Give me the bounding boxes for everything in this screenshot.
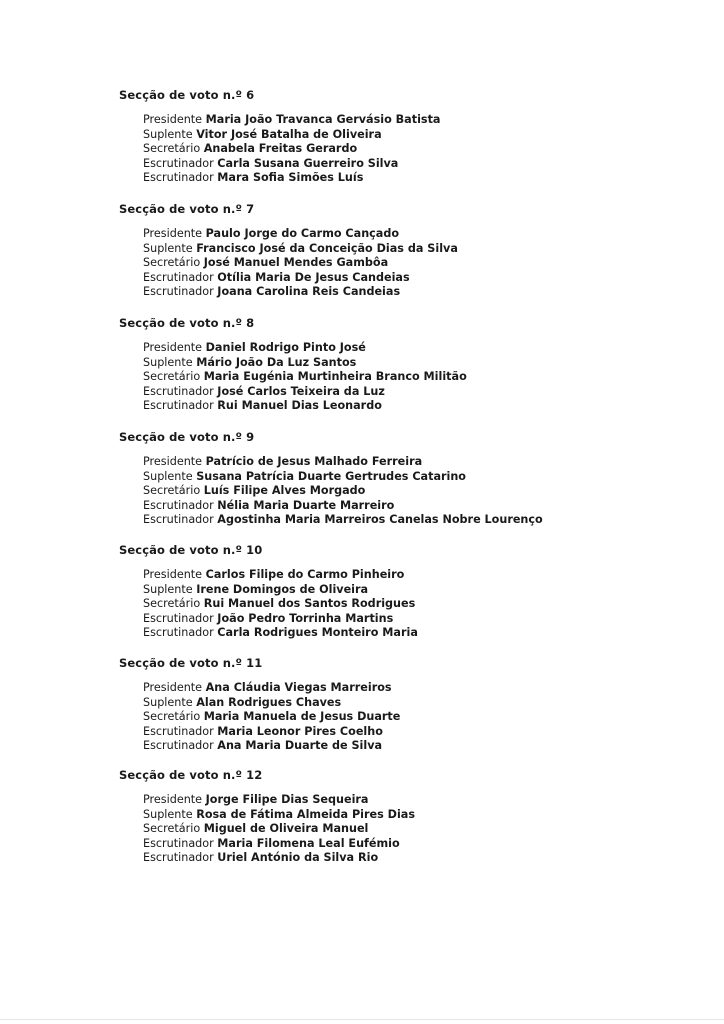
role-label: Escrutinador bbox=[143, 739, 214, 753]
member-name: Luís Filipe Alves Morgado bbox=[203, 484, 366, 498]
member-name: Mário João Da Luz Santos bbox=[196, 355, 357, 369]
members-list bbox=[143, 793, 709, 866]
member-name: Mara Sofia Simões Luís bbox=[217, 171, 364, 185]
member-name: Uriel António da Silva Rio bbox=[217, 851, 379, 865]
role-label: Presidente bbox=[143, 113, 203, 126]
member-secretary bbox=[143, 822, 709, 837]
member-scrutineer bbox=[143, 399, 709, 414]
role-label: Escrutinador bbox=[143, 285, 214, 299]
member-name: Susana Patrícia Duarte Gertrudes Catarino bbox=[196, 469, 466, 483]
members-list bbox=[143, 568, 709, 641]
section-title: Secção de voto n.º 12 bbox=[119, 768, 263, 782]
member-secretary bbox=[143, 710, 709, 725]
role-label: Escrutinador bbox=[143, 156, 214, 170]
members-list bbox=[143, 227, 709, 300]
member-name: João Pedro Torrinha Martins bbox=[217, 611, 394, 625]
member-name: Maria Manuela de Jesus Duarte bbox=[203, 710, 401, 724]
member-name: Carlos Filipe do Carmo Pinheiro bbox=[205, 568, 405, 581]
voting-section-8 bbox=[119, 316, 709, 414]
member-scrutineer bbox=[143, 499, 709, 514]
member-name: Otília Maria De Jesus Candeias bbox=[217, 270, 410, 284]
member-name: Ana Maria Duarte de Silva bbox=[217, 739, 383, 753]
member-name: Ana Cláudia Viegas Marreiros bbox=[205, 681, 392, 694]
member-name: Maria Eugénia Murtinheira Branco Militão bbox=[203, 370, 467, 384]
scan-edge-divider bbox=[0, 1019, 724, 1020]
member-substitute bbox=[143, 808, 709, 823]
section-title: Secção de voto n.º 10 bbox=[119, 543, 263, 557]
member-president bbox=[143, 793, 709, 808]
role-label: Escrutinador bbox=[143, 498, 214, 512]
role-label: Suplente bbox=[143, 582, 193, 596]
role-label: Presidente bbox=[143, 341, 203, 354]
role-label: Escrutinador bbox=[143, 270, 214, 284]
role-label: Presidente bbox=[143, 227, 203, 240]
member-scrutineer bbox=[143, 851, 709, 866]
member-name: Anabela Freitas Gerardo bbox=[203, 142, 358, 156]
voting-section-11 bbox=[119, 656, 709, 754]
role-label: Presidente bbox=[143, 681, 203, 694]
member-president bbox=[143, 113, 709, 128]
member-scrutineer bbox=[143, 612, 709, 627]
member-name: Patrício de Jesus Malhado Ferreira bbox=[205, 455, 423, 468]
member-name: Maria Filomena Leal Eufémio bbox=[217, 836, 400, 850]
role-label: Secretário bbox=[143, 370, 201, 384]
role-label: Suplente bbox=[143, 355, 193, 369]
role-label: Secretário bbox=[143, 710, 201, 724]
member-name: Daniel Rodrigo Pinto José bbox=[205, 341, 366, 354]
member-scrutineer bbox=[143, 157, 709, 172]
member-scrutineer bbox=[143, 513, 709, 528]
role-label: Suplente bbox=[143, 469, 193, 483]
member-president bbox=[143, 568, 709, 583]
voting-section-10 bbox=[119, 543, 709, 641]
section-title: Secção de voto n.º 9 bbox=[119, 430, 255, 444]
member-scrutineer bbox=[143, 837, 709, 852]
role-label: Escrutinador bbox=[143, 851, 214, 865]
member-president bbox=[143, 227, 709, 242]
member-name: Carla Susana Guerreiro Silva bbox=[217, 156, 399, 170]
member-name: Agostinha Maria Marreiros Canelas Nobre Lourenço bbox=[217, 513, 543, 527]
member-name: José Manuel Mendes Gambôa bbox=[203, 256, 389, 270]
member-scrutineer bbox=[143, 285, 709, 300]
voting-section-12 bbox=[119, 768, 709, 866]
role-label: Secretário bbox=[143, 822, 201, 836]
members-list bbox=[143, 341, 709, 414]
member-name: Vitor José Batalha de Oliveira bbox=[196, 127, 382, 141]
member-name: Maria João Travanca Gervásio Batista bbox=[205, 113, 441, 126]
member-secretary bbox=[143, 142, 709, 157]
member-scrutineer bbox=[143, 725, 709, 740]
member-name: Miguel de Oliveira Manuel bbox=[203, 822, 369, 836]
member-substitute bbox=[143, 128, 709, 143]
member-scrutineer bbox=[143, 171, 709, 186]
section-title: Secção de voto n.º 6 bbox=[119, 88, 255, 102]
member-president bbox=[143, 681, 709, 696]
role-label: Secretário bbox=[143, 484, 201, 498]
member-scrutineer bbox=[143, 271, 709, 286]
voting-section-6 bbox=[119, 88, 709, 186]
member-name: Maria Leonor Pires Coelho bbox=[217, 724, 383, 738]
role-label: Escrutinador bbox=[143, 399, 214, 413]
role-label: Escrutinador bbox=[143, 611, 214, 625]
member-scrutineer bbox=[143, 385, 709, 400]
role-label: Suplente bbox=[143, 695, 193, 709]
member-name: Joana Carolina Reis Candeias bbox=[217, 285, 401, 299]
role-label: Suplente bbox=[143, 241, 193, 255]
member-name: Irene Domingos de Oliveira bbox=[196, 582, 369, 596]
voting-section-7 bbox=[119, 202, 709, 300]
member-secretary bbox=[143, 597, 709, 612]
member-name: Nélia Maria Duarte Marreiro bbox=[217, 498, 395, 512]
role-label: Presidente bbox=[143, 568, 203, 581]
role-label: Escrutinador bbox=[143, 384, 214, 398]
member-substitute bbox=[143, 242, 709, 257]
member-name: Francisco José da Conceição Dias da Silva bbox=[196, 241, 458, 255]
member-name: Paulo Jorge do Carmo Cançado bbox=[205, 227, 400, 240]
role-label: Escrutinador bbox=[143, 171, 214, 185]
member-substitute bbox=[143, 696, 709, 711]
member-name: Rui Manuel Dias Leonardo bbox=[217, 399, 382, 413]
section-title: Secção de voto n.º 7 bbox=[119, 202, 255, 216]
member-secretary bbox=[143, 370, 709, 385]
section-title: Secção de voto n.º 11 bbox=[119, 656, 263, 670]
member-name: José Carlos Teixeira da Luz bbox=[217, 384, 385, 398]
member-scrutineer bbox=[143, 626, 709, 641]
role-label: Suplente bbox=[143, 807, 193, 821]
voting-section-9 bbox=[119, 430, 709, 528]
member-president bbox=[143, 341, 709, 356]
member-secretary bbox=[143, 484, 709, 499]
role-label: Suplente bbox=[143, 127, 193, 141]
members-list bbox=[143, 113, 709, 186]
role-label: Presidente bbox=[143, 793, 203, 806]
role-label: Escrutinador bbox=[143, 513, 214, 527]
role-label: Escrutinador bbox=[143, 836, 214, 850]
role-label: Escrutinador bbox=[143, 724, 214, 738]
role-label: Secretário bbox=[143, 256, 201, 270]
member-name: Alan Rodrigues Chaves bbox=[196, 695, 342, 709]
member-name: Rui Manuel dos Santos Rodrigues bbox=[203, 597, 416, 611]
role-label: Secretário bbox=[143, 597, 201, 611]
members-list bbox=[143, 455, 709, 528]
member-name: Carla Rodrigues Monteiro Maria bbox=[217, 626, 418, 640]
member-president bbox=[143, 455, 709, 470]
member-name: Rosa de Fátima Almeida Pires Dias bbox=[196, 807, 415, 821]
role-label: Secretário bbox=[143, 142, 201, 156]
role-label: Escrutinador bbox=[143, 626, 214, 640]
member-secretary bbox=[143, 256, 709, 271]
member-substitute bbox=[143, 470, 709, 485]
member-substitute bbox=[143, 356, 709, 371]
member-substitute bbox=[143, 583, 709, 598]
member-scrutineer bbox=[143, 739, 709, 754]
member-name: Jorge Filipe Dias Sequeira bbox=[205, 793, 369, 806]
members-list bbox=[143, 681, 709, 754]
role-label: Presidente bbox=[143, 455, 203, 468]
section-title: Secção de voto n.º 8 bbox=[119, 316, 255, 330]
